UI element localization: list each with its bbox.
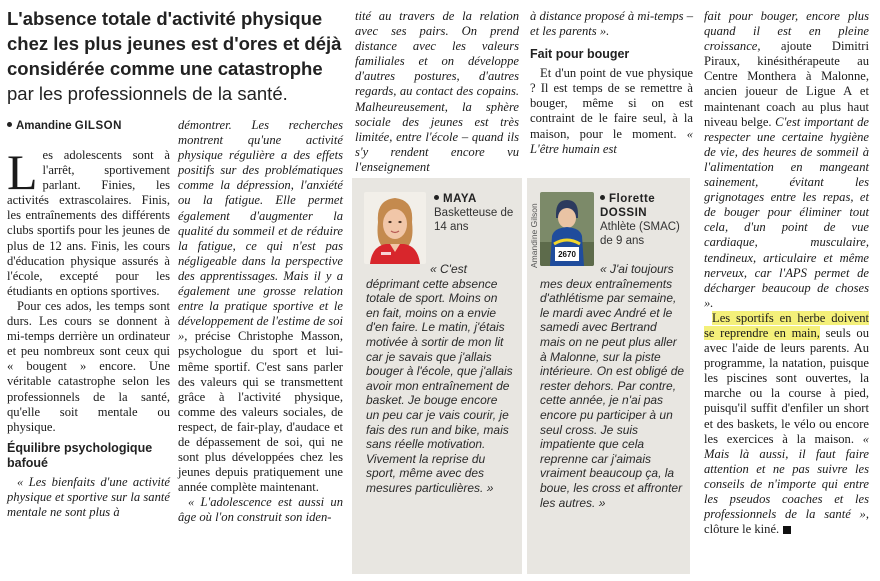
article-column-3 (355, 9, 519, 175)
article-column-5 (704, 9, 869, 537)
florette-caption (600, 192, 688, 248)
article-column-1 (7, 144, 170, 520)
byline-first-name: Amandine (16, 120, 72, 132)
name-text: MAYA (443, 193, 477, 205)
paragraph: Pour ces ados, les temps sont durs. Les cours se donnent à mi-temps derrière un ordinateur et peu nombreux sont ceux qui « bougent » encore. Une véritable catastrophe selon les professionnels de la santé, qu'elle soit mentale ou physique. (7, 298, 170, 434)
paragraph (704, 311, 869, 537)
maya-quote: « C'est déprimant cette absence totale de sport. Moins on en fait, moins on a envie d'en faire. Le matin, j'étais motivée à sortir de mon lit car je savais que j'allais bouger à l'école, que j'allais avoir mon entraînement de basket. Je bouge encore un peu car je vais courir, je fais des run and bike, mais sans réelle motivation. Vivement la reprise du sport, même avec des mesures particulières. » (366, 262, 513, 495)
maya-caption (434, 192, 518, 234)
headline-normal: par les professionnels de la santé. (7, 83, 288, 104)
bullet-icon (600, 195, 605, 200)
paragraph: « Les bienfaits d'une activité physique et sportive sur la santé mentale ne sont plus à (7, 474, 170, 519)
highlighted-text: Les sportifs en herbe doivent se reprendre en main, (704, 310, 869, 340)
paragraph: à distance proposé à mi-temps – et les parents ». (530, 9, 693, 39)
paragraph-text: seuls ou avec l'aide de leurs parents. Au programme, la natation, puisque les piscines sont ouvertes, la marche ou la course à pied, puisqu'il suffit d'enfiler un short et des baskets, le vélo ou encore les exercices à la maison. (704, 325, 869, 446)
article-column-2 (178, 118, 343, 526)
byline (7, 120, 122, 132)
florette-role: Athlète (SMAC) de 9 ans (600, 221, 680, 247)
paragraph (7, 144, 170, 299)
portrait-image (540, 192, 594, 266)
bullet-icon (434, 195, 439, 200)
portrait-image (364, 192, 426, 264)
testimony-box-maya (352, 178, 522, 574)
quote-text: démontrer. Les recherches montrent qu'une activité physique régulière a des effets positifs sur des problématiques comme la dépression, l'anxiété ou la fatigue. Elle permet également d'augmenter la qualité du sommeil et de réduire la fatigue, ce qui n'est pas négligeable dans la perspective des apprentissages. Mais il y a également une grosse relation entre la pratique sportive et le développement de l'estime de soi », (178, 118, 343, 344)
headline (7, 6, 342, 106)
maya-name (434, 192, 518, 206)
paragraph (704, 9, 869, 311)
testimony-box-florette (527, 178, 690, 574)
end-mark-icon (783, 526, 791, 534)
subheading: Équilibre psychologique bafoué (7, 440, 153, 470)
quote-text: « Mais là aussi, il faut faire attention et ne pas suivre les conseils de n'importe qui entre les pseudos coaches et les professionnels de la santé », (704, 431, 869, 522)
maya-photo (364, 192, 426, 264)
article-column-4 (530, 9, 693, 157)
photo-credit: Amandine Gilson (529, 203, 539, 268)
name-text: Florette (609, 193, 656, 205)
paragraph-text: Et d'un point de vue physique ? Il est temps de se remettre à bouger, même si on est contraint de le faire seul, à la maison, pour le moment. (530, 66, 693, 141)
florette-quote: « J'ai toujours mes deux entraînements d'athlétisme par semaine, le mardi avec André et le samedi avec Bertrand mais on ne peut plus aller à Malonne, sur la piste intérieure. On est obligé de rester dehors. Par contre, cette année, je n'ai pas encore pu participer à un seul cross. Je suis impatiente que cela reprenne car j'aimais vraiment beaucoup ça, la boue, les cross et affronter les autres. » (540, 262, 685, 510)
paragraph: « L'adolescence est aussi un âge où l'on construit son iden- (178, 495, 343, 525)
maya-role: Basketteuse de 14 ans (434, 207, 514, 233)
quote-text: C'est important de respecter une certaine hygiène de vie, des heures de sommeil à l'alimentation en mangeant sainement, évitant les grignotages entre les repas, et de bouger pour éliminer tout cela, d'un point de vue cardiaque, musculaire, tendineux, articulaire et même nerveux, car l'APS permet de décharger beaucoup de choses ». (704, 114, 869, 310)
bullet-icon (7, 122, 12, 127)
drop-cap: L (7, 144, 38, 200)
paragraph (530, 66, 693, 157)
paragraph-text: ajoute Dimitri Piraux, kinésithérapeute au Centre Monthera à Malonne, ancien joueur de Ligue A et maintenant coach au plus haut niveau belge. (704, 39, 869, 129)
florette-photo (540, 192, 594, 266)
paragraph-text: clôture le kiné. (704, 522, 780, 537)
paragraph: tité au travers de la relation avec ses pairs. On prend distance avec les valeurs familiales et on développe d'autres postures, d'autres regards, au contact des copains. Malheureusement, la sphère sociale des jeunes est très limitée, entre l'école – quand ils s'y rendent encore vu l'enseignement (355, 9, 519, 174)
florette-last-name: DOSSIN (600, 207, 648, 219)
headline-bold: L'absence totale d'activité physique chez les plus jeunes est d'ores et déjà considérée comme une catastrophe (7, 8, 342, 79)
paragraph-text: es adolescents sont à l'arrêt, sportivement parlant. Finies, les activités extrascolaires. Finis, les entraînements des différents clubs sportifs pour les jeunes de plus de 12 ans. Finis, les cours d'éducation physique assurés à l'école, excepté pour les étudiants en options sportives. (7, 148, 170, 298)
florette-first-name (600, 192, 688, 206)
quote-text: fait pour bouger, encore plus quand il est en pleine croissance, (704, 9, 869, 54)
byline-last-name: GILSON (74, 120, 122, 132)
quote-text: « L'être humain est (530, 126, 693, 156)
paragraph-text: précise Christophe Masson, psychologue du sport et lui-même sportif. C'est sans parler des valeurs qui se transmettent grâce à l'activité physique, comme des valeurs sociales, de respect, de fair-play, d'audace et de dépassement de soi, qui ne sont plus développées chez les jeunes depuis pratiquement une année complète maintenant. (178, 329, 343, 495)
race-bib-number: 2670 (558, 250, 576, 259)
subheading: Fait pour bouger (530, 47, 630, 62)
paragraph (178, 118, 343, 495)
